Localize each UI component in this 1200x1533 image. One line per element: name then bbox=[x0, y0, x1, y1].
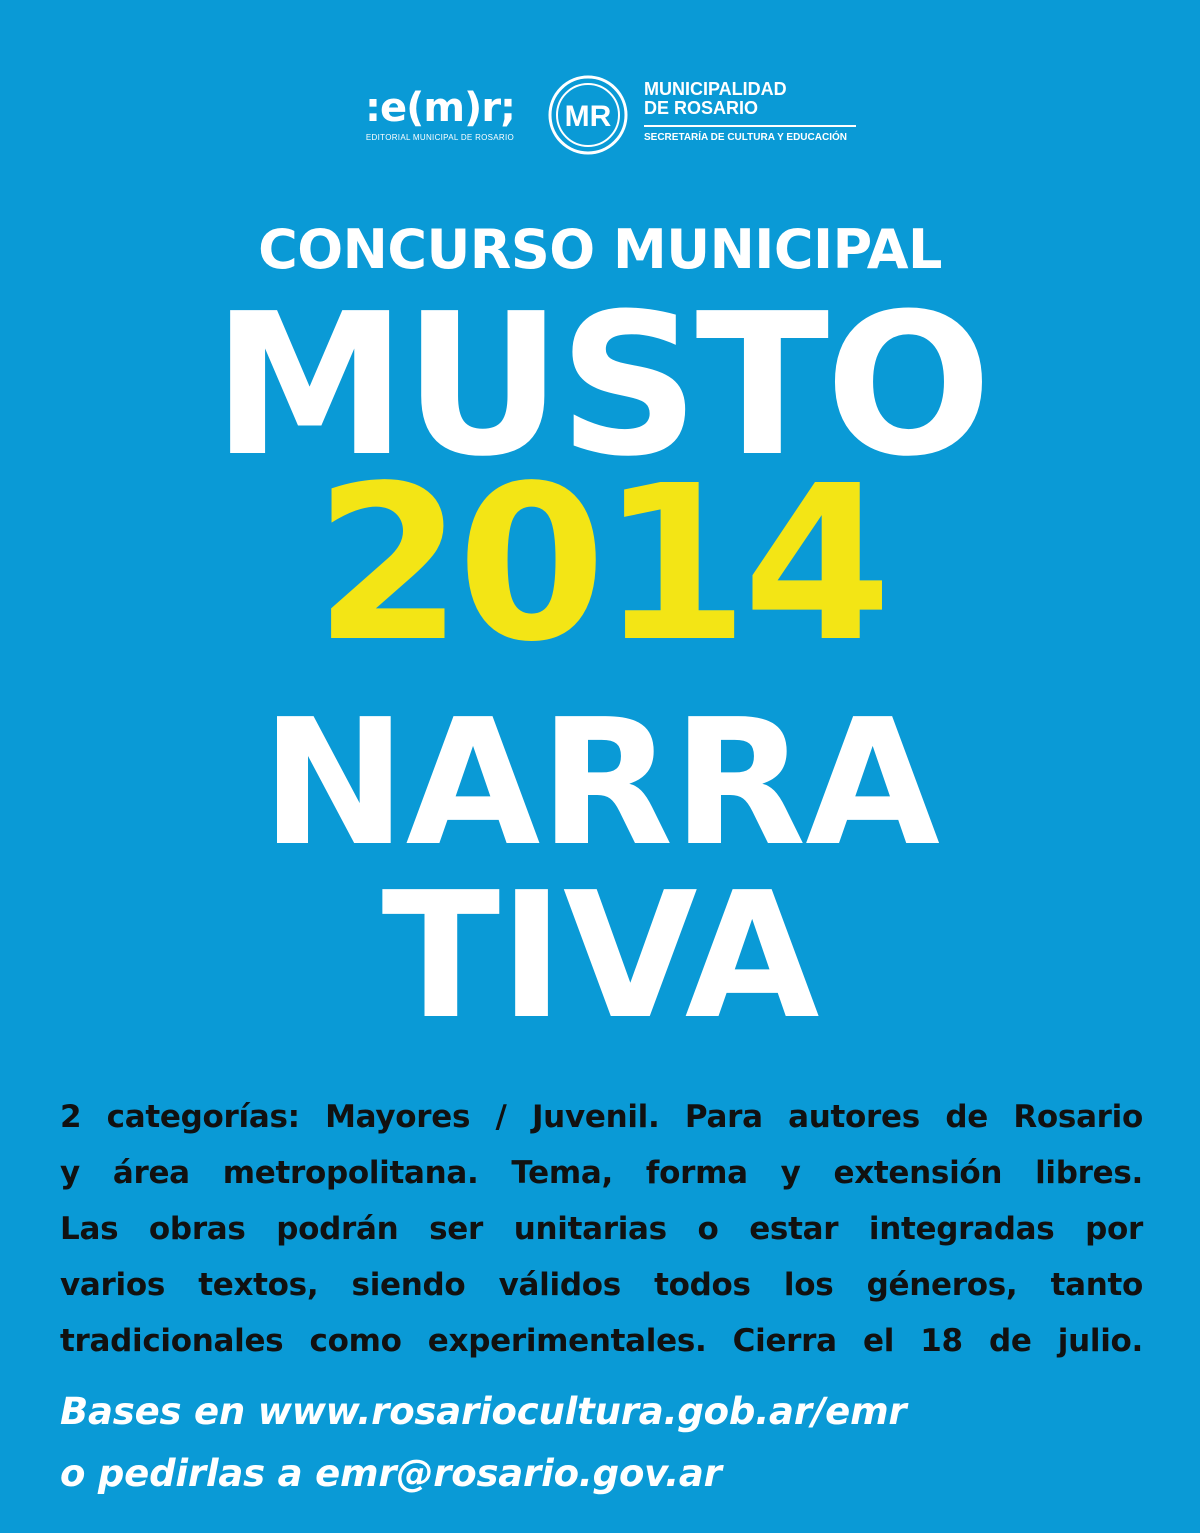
mr-seal-icon bbox=[547, 74, 629, 156]
contest-genre-line-2: TIVA bbox=[381, 855, 819, 1058]
description-line: y área metropolitana. Tema, forma y extensión libres. bbox=[60, 1155, 1143, 1191]
emr-logo-caption: EDITORIAL MUNICIPAL DE ROSARIO bbox=[365, 133, 515, 142]
contest-name: MUSTO bbox=[212, 272, 988, 500]
mr-seal-text: MR bbox=[564, 100, 612, 133]
bases-website-text: Bases en www.rosariocultura.gob.ar/emr bbox=[60, 1390, 907, 1433]
municipalidad-text bbox=[644, 80, 874, 143]
contact-email-text: o pedirlas a emr@rosario.gov.ar bbox=[60, 1452, 722, 1495]
logo-bar bbox=[0, 72, 1200, 162]
contest-genre-line-1: NARRA bbox=[261, 682, 939, 885]
municipalidad-line-1: MUNICIPALIDAD bbox=[644, 79, 787, 99]
description-line: Las obras podrán ser unitarias o estar integradas por bbox=[60, 1211, 1143, 1247]
contest-description bbox=[60, 1089, 1143, 1369]
municipalidad-logo bbox=[547, 72, 867, 158]
contest-year: 2014 bbox=[314, 440, 886, 689]
municipalidad-divider bbox=[644, 125, 856, 127]
description-line: tradicionales como experimentales. Cierra el 18 de julio. bbox=[60, 1323, 1143, 1359]
emr-logo-mark: :e(m)r; bbox=[364, 85, 516, 131]
description-line: 2 categorías: Mayores / Juvenil. Para autores de Rosario bbox=[60, 1099, 1143, 1135]
municipalidad-subtitle: SECRETARÍA DE CULTURA Y EDUCACIÓN bbox=[644, 132, 847, 143]
contact-info bbox=[60, 1381, 1160, 1505]
municipalidad-line-2: DE ROSARIO bbox=[644, 98, 759, 118]
description-line: varios textos, siendo válidos todos los géneros, tanto bbox=[60, 1267, 1143, 1303]
contest-kicker: CONCURSO MUNICIPAL bbox=[258, 218, 942, 281]
emr-logo bbox=[360, 86, 520, 142]
